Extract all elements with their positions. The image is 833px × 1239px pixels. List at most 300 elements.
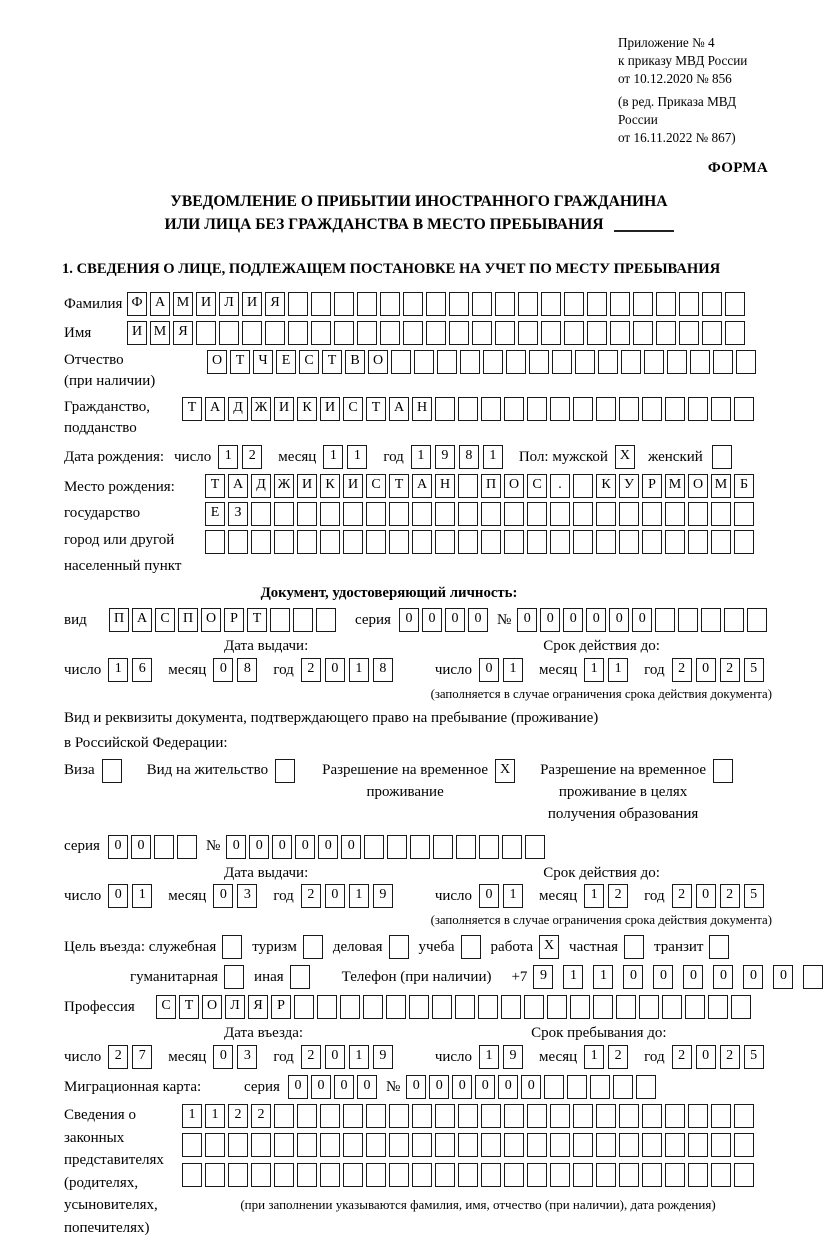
stay-year-cell[interactable]: 5 xyxy=(744,1045,764,1069)
surname-cell[interactable] xyxy=(610,292,630,316)
profession-cell[interactable]: О xyxy=(202,995,222,1019)
res-number-cell[interactable] xyxy=(364,835,384,859)
birthplace-cell[interactable]: И xyxy=(343,474,363,498)
doc-number-cell[interactable] xyxy=(655,608,675,632)
legal-reps-cell[interactable] xyxy=(688,1133,708,1157)
surname-cell[interactable] xyxy=(702,292,722,316)
entry-year-cell[interactable]: 2 xyxy=(301,1045,321,1069)
stay-month-cell[interactable]: 2 xyxy=(608,1045,628,1069)
res-series-cell[interactable] xyxy=(177,835,197,859)
legal-reps-cell[interactable] xyxy=(251,1133,271,1157)
legal-reps-cell[interactable] xyxy=(435,1163,455,1187)
legal-reps-cell[interactable] xyxy=(458,1104,478,1128)
birth-month-cell[interactable]: 1 xyxy=(323,445,343,469)
birthplace-cell[interactable]: С xyxy=(366,474,386,498)
valid-day-cell[interactable]: 1 xyxy=(503,658,523,682)
birthplace-cell[interactable]: М xyxy=(665,474,685,498)
birthplace-cell[interactable] xyxy=(688,502,708,526)
legal-reps-cell[interactable] xyxy=(481,1133,501,1157)
res-valid-month-cell[interactable]: 1 xyxy=(584,884,604,908)
legal-reps-cell[interactable] xyxy=(297,1163,317,1187)
legal-reps-cell[interactable] xyxy=(343,1104,363,1128)
citizenship-cell[interactable]: А xyxy=(205,397,225,421)
firstname-cell[interactable] xyxy=(196,321,216,345)
birthplace-cell[interactable] xyxy=(412,502,432,526)
doc-kind-cell[interactable]: А xyxy=(132,608,152,632)
birthplace-cell[interactable]: Б xyxy=(734,474,754,498)
legal-reps-cell[interactable] xyxy=(182,1163,202,1187)
surname-cell[interactable] xyxy=(541,292,561,316)
valid-year-cell[interactable]: 0 xyxy=(696,658,716,682)
patronymic-cell[interactable]: Т xyxy=(230,350,250,374)
citizenship-cell[interactable]: С xyxy=(343,397,363,421)
firstname-cell[interactable] xyxy=(265,321,285,345)
doc-number-cell[interactable] xyxy=(747,608,767,632)
surname-cell[interactable] xyxy=(495,292,515,316)
citizenship-cell[interactable] xyxy=(481,397,501,421)
surname-cell[interactable] xyxy=(656,292,676,316)
birthplace-cell[interactable] xyxy=(596,502,616,526)
legal-reps-cell[interactable] xyxy=(734,1133,754,1157)
stay-year-cell[interactable]: 2 xyxy=(672,1045,692,1069)
purpose-private-checkbox[interactable] xyxy=(624,935,644,959)
patronymic-cell[interactable] xyxy=(483,350,503,374)
birthplace-cell[interactable] xyxy=(366,502,386,526)
birthplace-cell[interactable]: О xyxy=(688,474,708,498)
patronymic-cell[interactable] xyxy=(713,350,733,374)
phone-cell[interactable]: 0 xyxy=(653,965,673,989)
legal-reps-cell[interactable] xyxy=(274,1133,294,1157)
legal-reps-cell[interactable] xyxy=(573,1104,593,1128)
legal-reps-cell[interactable]: 1 xyxy=(205,1104,225,1128)
legal-reps-cell[interactable] xyxy=(527,1104,547,1128)
legal-reps-cell[interactable] xyxy=(711,1163,731,1187)
legal-reps-cell[interactable] xyxy=(481,1104,501,1128)
birthplace-cell[interactable]: К xyxy=(596,474,616,498)
res-number-cell[interactable]: 0 xyxy=(295,835,315,859)
mig-number-cell[interactable]: 0 xyxy=(475,1075,495,1099)
issue-year-cell[interactable]: 2 xyxy=(301,658,321,682)
birthplace-cell[interactable] xyxy=(573,474,593,498)
birth-day-cell[interactable]: 2 xyxy=(242,445,262,469)
birth-year-cell[interactable]: 9 xyxy=(435,445,455,469)
birthplace-cell[interactable] xyxy=(458,474,478,498)
patronymic-cell[interactable]: С xyxy=(299,350,319,374)
citizenship-cell[interactable]: И xyxy=(320,397,340,421)
legal-reps-cell[interactable] xyxy=(320,1104,340,1128)
res-issue-year-cell[interactable]: 9 xyxy=(373,884,393,908)
doc-kind-cell[interactable]: С xyxy=(155,608,175,632)
surname-cell[interactable]: Ф xyxy=(127,292,147,316)
legal-reps-cell[interactable] xyxy=(688,1104,708,1128)
profession-cell[interactable] xyxy=(570,995,590,1019)
profession-cell[interactable] xyxy=(731,995,751,1019)
firstname-cell[interactable] xyxy=(656,321,676,345)
legal-reps-cell[interactable]: 1 xyxy=(182,1104,202,1128)
legal-reps-cell[interactable] xyxy=(435,1104,455,1128)
surname-cell[interactable] xyxy=(288,292,308,316)
res-valid-year-cell[interactable]: 2 xyxy=(720,884,740,908)
phone-cell[interactable]: 0 xyxy=(743,965,763,989)
mig-series-cell[interactable]: 0 xyxy=(311,1075,331,1099)
doc-number-cell[interactable]: 0 xyxy=(609,608,629,632)
sex-female-cell[interactable] xyxy=(712,445,732,469)
birthplace-cell[interactable] xyxy=(458,502,478,526)
issue-year-cell[interactable]: 0 xyxy=(325,658,345,682)
phone-cell[interactable]: 0 xyxy=(713,965,733,989)
citizenship-cell[interactable] xyxy=(734,397,754,421)
birthplace-cell[interactable] xyxy=(343,502,363,526)
firstname-cell[interactable] xyxy=(725,321,745,345)
profession-cell[interactable] xyxy=(386,995,406,1019)
patronymic-cell[interactable] xyxy=(506,350,526,374)
valid-month-cell[interactable]: 1 xyxy=(584,658,604,682)
birthplace-cell[interactable] xyxy=(320,530,340,554)
citizenship-cell[interactable] xyxy=(550,397,570,421)
legal-reps-cell[interactable] xyxy=(343,1163,363,1187)
legal-reps-cell[interactable] xyxy=(412,1104,432,1128)
profession-cell[interactable] xyxy=(593,995,613,1019)
birthplace-cell[interactable] xyxy=(435,530,455,554)
birthplace-cell[interactable] xyxy=(435,502,455,526)
birthplace-cell[interactable] xyxy=(573,502,593,526)
legal-reps-cell[interactable] xyxy=(389,1104,409,1128)
firstname-cell[interactable] xyxy=(702,321,722,345)
legal-reps-cell[interactable] xyxy=(297,1133,317,1157)
firstname-cell[interactable]: М xyxy=(150,321,170,345)
surname-cell[interactable] xyxy=(633,292,653,316)
issue-year-cell[interactable]: 1 xyxy=(349,658,369,682)
citizenship-cell[interactable]: А xyxy=(389,397,409,421)
res-number-cell[interactable] xyxy=(387,835,407,859)
res-number-cell[interactable]: 0 xyxy=(226,835,246,859)
birth-year-cell[interactable]: 8 xyxy=(459,445,479,469)
birth-year-cell[interactable]: 1 xyxy=(411,445,431,469)
phone-cell[interactable]: 9 xyxy=(533,965,553,989)
birthplace-cell[interactable] xyxy=(297,530,317,554)
res-number-cell[interactable] xyxy=(433,835,453,859)
patronymic-cell[interactable] xyxy=(644,350,664,374)
birthplace-cell[interactable] xyxy=(297,502,317,526)
firstname-cell[interactable] xyxy=(610,321,630,345)
legal-reps-cell[interactable] xyxy=(366,1163,386,1187)
legal-reps-cell[interactable] xyxy=(527,1163,547,1187)
legal-reps-cell[interactable] xyxy=(412,1163,432,1187)
mig-number-cell[interactable]: 0 xyxy=(498,1075,518,1099)
profession-cell[interactable] xyxy=(547,995,567,1019)
res-issue-year-cell[interactable]: 2 xyxy=(301,884,321,908)
surname-cell[interactable] xyxy=(380,292,400,316)
mig-number-cell[interactable]: 0 xyxy=(429,1075,449,1099)
birthplace-cell[interactable]: Т xyxy=(205,474,225,498)
citizenship-cell[interactable] xyxy=(711,397,731,421)
entry-day-cell[interactable]: 7 xyxy=(132,1045,152,1069)
profession-cell[interactable] xyxy=(478,995,498,1019)
mig-series-cell[interactable]: 0 xyxy=(288,1075,308,1099)
birthplace-cell[interactable] xyxy=(205,530,225,554)
birthplace-cell[interactable]: . xyxy=(550,474,570,498)
legal-reps-cell[interactable] xyxy=(550,1104,570,1128)
birthplace-cell[interactable] xyxy=(688,530,708,554)
profession-cell[interactable] xyxy=(639,995,659,1019)
citizenship-cell[interactable] xyxy=(619,397,639,421)
birthplace-cell[interactable]: И xyxy=(297,474,317,498)
phone-cell[interactable] xyxy=(803,965,823,989)
citizenship-cell[interactable] xyxy=(573,397,593,421)
sex-male-cell[interactable]: X xyxy=(615,445,635,469)
legal-reps-cell[interactable] xyxy=(642,1104,662,1128)
firstname-cell[interactable] xyxy=(380,321,400,345)
birthplace-cell[interactable]: Е xyxy=(205,502,225,526)
purpose-work-checkbox[interactable]: X xyxy=(539,935,559,959)
citizenship-cell[interactable] xyxy=(458,397,478,421)
surname-cell[interactable] xyxy=(334,292,354,316)
legal-reps-cell[interactable] xyxy=(642,1133,662,1157)
patronymic-cell[interactable]: О xyxy=(368,350,388,374)
legal-reps-cell[interactable] xyxy=(711,1104,731,1128)
doc-kind-cell[interactable]: П xyxy=(178,608,198,632)
birthplace-cell[interactable]: А xyxy=(228,474,248,498)
citizenship-cell[interactable] xyxy=(665,397,685,421)
birthplace-cell[interactable] xyxy=(527,530,547,554)
citizenship-cell[interactable]: Т xyxy=(182,397,202,421)
doc-number-cell[interactable] xyxy=(701,608,721,632)
birth-year-cell[interactable]: 1 xyxy=(483,445,503,469)
legal-reps-cell[interactable] xyxy=(320,1163,340,1187)
birthplace-cell[interactable]: А xyxy=(412,474,432,498)
birthplace-cell[interactable]: Р xyxy=(642,474,662,498)
legal-reps-cell[interactable] xyxy=(688,1163,708,1187)
purpose-tourism-checkbox[interactable] xyxy=(303,935,323,959)
entry-year-cell[interactable]: 1 xyxy=(349,1045,369,1069)
patronymic-cell[interactable] xyxy=(414,350,434,374)
profession-cell[interactable]: Л xyxy=(225,995,245,1019)
res-valid-day-cell[interactable]: 0 xyxy=(479,884,499,908)
legal-reps-cell[interactable] xyxy=(251,1163,271,1187)
firstname-cell[interactable] xyxy=(426,321,446,345)
res-issue-year-cell[interactable]: 0 xyxy=(325,884,345,908)
legal-reps-cell[interactable] xyxy=(596,1163,616,1187)
profession-cell[interactable] xyxy=(616,995,636,1019)
firstname-cell[interactable]: Я xyxy=(173,321,193,345)
legal-reps-cell[interactable] xyxy=(550,1163,570,1187)
profession-cell[interactable] xyxy=(340,995,360,1019)
firstname-cell[interactable] xyxy=(587,321,607,345)
doc-number-cell[interactable] xyxy=(678,608,698,632)
citizenship-cell[interactable] xyxy=(504,397,524,421)
res-issue-day-cell[interactable]: 1 xyxy=(132,884,152,908)
res-valid-month-cell[interactable]: 2 xyxy=(608,884,628,908)
profession-cell[interactable]: Р xyxy=(271,995,291,1019)
res-number-cell[interactable]: 0 xyxy=(318,835,338,859)
birthplace-cell[interactable] xyxy=(504,530,524,554)
firstname-cell[interactable] xyxy=(541,321,561,345)
birthplace-cell[interactable] xyxy=(274,530,294,554)
patronymic-cell[interactable]: В xyxy=(345,350,365,374)
stay-year-cell[interactable]: 2 xyxy=(720,1045,740,1069)
patronymic-cell[interactable] xyxy=(437,350,457,374)
birthplace-cell[interactable] xyxy=(573,530,593,554)
profession-cell[interactable] xyxy=(708,995,728,1019)
citizenship-cell[interactable] xyxy=(435,397,455,421)
birthplace-cell[interactable] xyxy=(550,502,570,526)
legal-reps-cell[interactable] xyxy=(550,1133,570,1157)
issue-year-cell[interactable]: 8 xyxy=(373,658,393,682)
entry-year-cell[interactable]: 0 xyxy=(325,1045,345,1069)
legal-reps-cell[interactable] xyxy=(228,1163,248,1187)
legal-reps-cell[interactable] xyxy=(481,1163,501,1187)
birthplace-cell[interactable] xyxy=(665,530,685,554)
surname-cell[interactable] xyxy=(403,292,423,316)
entry-month-cell[interactable]: 3 xyxy=(237,1045,257,1069)
birthplace-cell[interactable]: З xyxy=(228,502,248,526)
birthplace-cell[interactable] xyxy=(366,530,386,554)
citizenship-cell[interactable]: Т xyxy=(366,397,386,421)
firstname-cell[interactable] xyxy=(357,321,377,345)
birthplace-cell[interactable] xyxy=(458,530,478,554)
doc-kind-cell[interactable] xyxy=(270,608,290,632)
legal-reps-cell[interactable] xyxy=(297,1104,317,1128)
firstname-cell[interactable] xyxy=(472,321,492,345)
doc-number-cell[interactable]: 0 xyxy=(517,608,537,632)
legal-reps-cell[interactable] xyxy=(389,1163,409,1187)
purpose-other-checkbox[interactable] xyxy=(290,965,310,989)
birthplace-cell[interactable] xyxy=(481,530,501,554)
legal-reps-cell[interactable] xyxy=(366,1133,386,1157)
birthplace-cell[interactable] xyxy=(619,530,639,554)
profession-cell[interactable]: Т xyxy=(179,995,199,1019)
issue-month-cell[interactable]: 0 xyxy=(213,658,233,682)
patronymic-cell[interactable]: Е xyxy=(276,350,296,374)
mig-number-cell[interactable] xyxy=(613,1075,633,1099)
patronymic-cell[interactable] xyxy=(391,350,411,374)
doc-number-cell[interactable]: 0 xyxy=(540,608,560,632)
patronymic-cell[interactable] xyxy=(598,350,618,374)
legal-reps-cell[interactable] xyxy=(665,1163,685,1187)
birthplace-cell[interactable] xyxy=(734,502,754,526)
res-number-cell[interactable] xyxy=(479,835,499,859)
firstname-cell[interactable] xyxy=(311,321,331,345)
firstname-cell[interactable]: И xyxy=(127,321,147,345)
entry-day-cell[interactable]: 2 xyxy=(108,1045,128,1069)
phone-cell[interactable]: 0 xyxy=(623,965,643,989)
valid-day-cell[interactable]: 0 xyxy=(479,658,499,682)
birthplace-cell[interactable]: Д xyxy=(251,474,271,498)
birthplace-cell[interactable] xyxy=(665,502,685,526)
birthplace-cell[interactable] xyxy=(251,502,271,526)
firstname-cell[interactable] xyxy=(495,321,515,345)
surname-cell[interactable] xyxy=(679,292,699,316)
res-valid-day-cell[interactable]: 1 xyxy=(503,884,523,908)
residence-permit-checkbox[interactable] xyxy=(275,759,295,783)
birthplace-cell[interactable] xyxy=(642,530,662,554)
profession-cell[interactable]: С xyxy=(156,995,176,1019)
res-number-cell[interactable] xyxy=(502,835,522,859)
res-issue-day-cell[interactable]: 0 xyxy=(108,884,128,908)
legal-reps-cell[interactable]: 2 xyxy=(251,1104,271,1128)
legal-reps-cell[interactable] xyxy=(573,1133,593,1157)
legal-reps-cell[interactable] xyxy=(665,1104,685,1128)
issue-day-cell[interactable]: 1 xyxy=(108,658,128,682)
birthplace-cell[interactable]: Н xyxy=(435,474,455,498)
birthplace-cell[interactable] xyxy=(228,530,248,554)
firstname-cell[interactable] xyxy=(564,321,584,345)
profession-cell[interactable] xyxy=(662,995,682,1019)
legal-reps-cell[interactable] xyxy=(412,1133,432,1157)
valid-year-cell[interactable]: 5 xyxy=(744,658,764,682)
patronymic-cell[interactable]: Т xyxy=(322,350,342,374)
birthplace-cell[interactable] xyxy=(527,502,547,526)
res-issue-month-cell[interactable]: 3 xyxy=(237,884,257,908)
doc-kind-cell[interactable] xyxy=(293,608,313,632)
citizenship-cell[interactable]: И xyxy=(274,397,294,421)
legal-reps-cell[interactable] xyxy=(274,1104,294,1128)
birthplace-cell[interactable]: М xyxy=(711,474,731,498)
birthplace-cell[interactable]: П xyxy=(481,474,501,498)
temp-residence-edu-checkbox[interactable] xyxy=(713,759,733,783)
legal-reps-cell[interactable] xyxy=(458,1133,478,1157)
res-issue-year-cell[interactable]: 1 xyxy=(349,884,369,908)
citizenship-cell[interactable]: Ж xyxy=(251,397,271,421)
birthplace-cell[interactable]: Ж xyxy=(274,474,294,498)
firstname-cell[interactable] xyxy=(518,321,538,345)
firstname-cell[interactable] xyxy=(633,321,653,345)
firstname-cell[interactable] xyxy=(219,321,239,345)
birthplace-cell[interactable] xyxy=(504,502,524,526)
patronymic-cell[interactable]: Ч xyxy=(253,350,273,374)
legal-reps-cell[interactable] xyxy=(596,1133,616,1157)
patronymic-cell[interactable] xyxy=(460,350,480,374)
profession-cell[interactable] xyxy=(501,995,521,1019)
res-series-cell[interactable]: 0 xyxy=(131,835,151,859)
doc-series-cell[interactable]: 0 xyxy=(445,608,465,632)
purpose-business-checkbox[interactable] xyxy=(389,935,409,959)
firstname-cell[interactable] xyxy=(449,321,469,345)
citizenship-cell[interactable] xyxy=(527,397,547,421)
legal-reps-cell[interactable]: 2 xyxy=(228,1104,248,1128)
patronymic-cell[interactable] xyxy=(529,350,549,374)
legal-reps-cell[interactable] xyxy=(205,1163,225,1187)
surname-cell[interactable] xyxy=(725,292,745,316)
doc-kind-cell[interactable] xyxy=(316,608,336,632)
legal-reps-cell[interactable] xyxy=(504,1163,524,1187)
birthplace-cell[interactable] xyxy=(389,530,409,554)
res-issue-month-cell[interactable]: 0 xyxy=(213,884,233,908)
purpose-official-checkbox[interactable] xyxy=(222,935,242,959)
firstname-cell[interactable] xyxy=(679,321,699,345)
res-number-cell[interactable]: 0 xyxy=(272,835,292,859)
mig-number-cell[interactable] xyxy=(590,1075,610,1099)
doc-number-cell[interactable]: 0 xyxy=(586,608,606,632)
doc-kind-cell[interactable]: П xyxy=(109,608,129,632)
profession-cell[interactable] xyxy=(455,995,475,1019)
res-number-cell[interactable]: 0 xyxy=(249,835,269,859)
doc-series-cell[interactable]: 0 xyxy=(422,608,442,632)
firstname-cell[interactable] xyxy=(242,321,262,345)
patronymic-cell[interactable] xyxy=(736,350,756,374)
legal-reps-cell[interactable] xyxy=(619,1104,639,1128)
surname-cell[interactable]: И xyxy=(242,292,262,316)
birthplace-cell[interactable]: У xyxy=(619,474,639,498)
legal-reps-cell[interactable] xyxy=(665,1133,685,1157)
doc-series-cell[interactable]: 0 xyxy=(399,608,419,632)
surname-cell[interactable] xyxy=(449,292,469,316)
res-valid-year-cell[interactable]: 5 xyxy=(744,884,764,908)
entry-year-cell[interactable]: 9 xyxy=(373,1045,393,1069)
res-series-cell[interactable] xyxy=(154,835,174,859)
purpose-study-checkbox[interactable] xyxy=(461,935,481,959)
citizenship-cell[interactable] xyxy=(596,397,616,421)
